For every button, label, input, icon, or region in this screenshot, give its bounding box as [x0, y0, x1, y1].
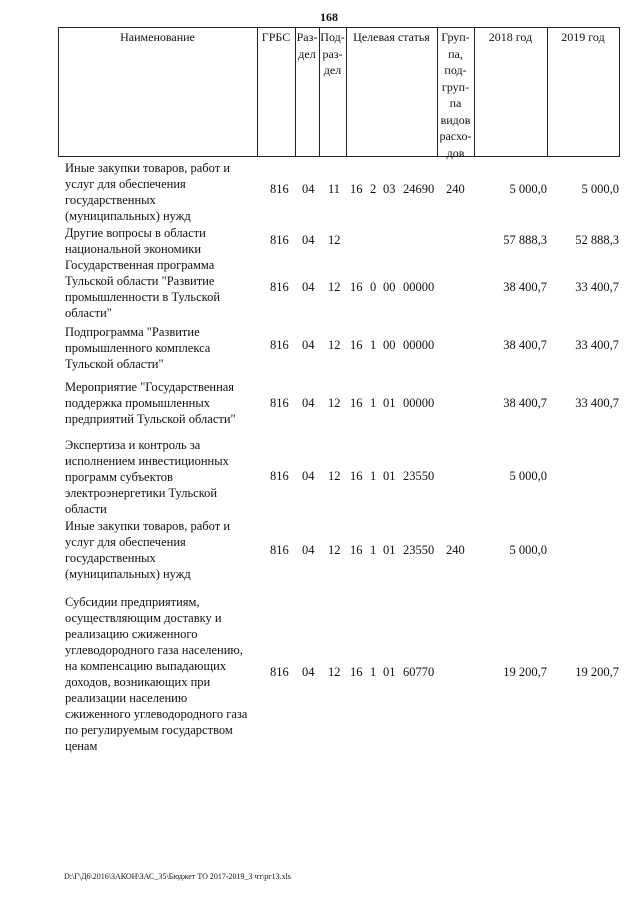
row-podrazdel: 11 — [328, 182, 341, 196]
row-grbs: 816 — [270, 396, 289, 410]
row-podrazdel: 12 — [328, 338, 341, 352]
row-razdel: 04 — [302, 469, 315, 483]
row-cs-program: 16 — [350, 280, 363, 294]
row-cs-direction: 24690 — [403, 182, 435, 196]
row-cs-event: 00 — [383, 338, 396, 352]
row-cs-program: 16 — [350, 469, 363, 483]
row-cs-program: 16 — [350, 182, 363, 196]
row-cs-event: 01 — [383, 543, 396, 557]
row-razdel: 04 — [302, 665, 315, 679]
row-name: Подпрограмма "Развитие промышленного комплекса Тульской области" — [65, 325, 211, 371]
row-cs-event: 00 — [383, 280, 396, 294]
header-name: Наименование — [120, 30, 195, 44]
row-cs-direction: 00000 — [403, 338, 435, 352]
row-cs-subprogram: 1 — [370, 338, 377, 352]
row-amount-2018: 38 400,7 — [503, 396, 547, 410]
row-name: Другие вопросы в области национальной экономики — [65, 226, 206, 256]
row-podrazdel: 12 — [328, 280, 341, 294]
row-cs-event: 01 — [383, 665, 396, 679]
row-name: Мероприятие "Государственная поддержка промышленных предприятий Тульской области" — [65, 380, 236, 426]
row-cs-event: 01 — [383, 396, 396, 410]
row-amount-2019: 52 888,3 — [575, 233, 619, 247]
header-grbs: ГРБС — [261, 30, 291, 44]
row-cs-direction: 60770 — [403, 665, 435, 679]
footer-file-path: D:\Г\Д6\2016\ЗАКОН\ЗАС_35\Бюджет ТО 2017-2019_3 чт\рг13.xls — [64, 872, 291, 881]
row-amount-2018: 5 000,0 — [509, 182, 547, 196]
row-cs-direction: 23550 — [403, 469, 435, 483]
row-grbs: 816 — [270, 469, 289, 483]
row-amount-2019: 19 200,7 — [575, 665, 619, 679]
row-grbs: 816 — [270, 543, 289, 557]
table-row — [0, 437, 640, 517]
row-amount-2018: 5 000,0 — [509, 469, 547, 483]
row-amount-2019: 33 400,7 — [575, 338, 619, 352]
row-razdel: 04 — [302, 543, 315, 557]
row-amount-2018: 38 400,7 — [503, 338, 547, 352]
row-cs-program: 16 — [350, 665, 363, 679]
row-grbs: 816 — [270, 280, 289, 294]
row-name: Государственная программа Тульской области "Развитие промышленности в Тульской области" — [65, 258, 221, 320]
row-expense-group: 240 — [446, 543, 465, 557]
header-podrazdel: Под- раз- дел — [320, 30, 345, 77]
table-row — [0, 518, 640, 582]
row-podrazdel: 12 — [328, 469, 341, 483]
row-razdel: 04 — [302, 233, 315, 247]
row-razdel: 04 — [302, 338, 315, 352]
row-cs-subprogram: 2 — [370, 182, 377, 196]
table-row — [0, 324, 640, 372]
row-cs-event: 01 — [383, 469, 396, 483]
row-amount-2019: 5 000,0 — [581, 182, 619, 196]
table-row — [0, 594, 640, 754]
row-grbs: 816 — [270, 233, 289, 247]
row-amount-2018: 57 888,3 — [503, 233, 547, 247]
table-header — [58, 27, 620, 160]
header-year-2018: 2018 год — [488, 30, 533, 44]
row-podrazdel: 12 — [328, 233, 341, 247]
page-number: 168 — [320, 10, 338, 24]
row-cs-direction: 00000 — [403, 396, 435, 410]
row-name: Иные закупки товаров, работ и услуг для обеспечения государственных (муниципальных) нужд — [65, 519, 231, 581]
row-razdel: 04 — [302, 280, 315, 294]
row-cs-subprogram: 1 — [370, 469, 377, 483]
row-cs-program: 16 — [350, 543, 363, 557]
row-name: Субсидии предприятиям, осуществляющим доставку и реализацию сжиженного углеводородного газа населению, на компенсацию выпадающих доходов, возникающих при реализации населению сжиженного углеводородного газа по регулируемым государством ценам — [65, 595, 248, 753]
row-amount-2018: 38 400,7 — [503, 280, 547, 294]
header-expense-group: Груп- па, под- груп- па видов расхо- дов — [439, 30, 472, 160]
row-razdel: 04 — [302, 182, 315, 196]
row-grbs: 816 — [270, 338, 289, 352]
table-row — [0, 160, 640, 224]
row-cs-subprogram: 1 — [370, 543, 377, 557]
row-cs-direction: 23550 — [403, 543, 435, 557]
row-name: Экспертиза и контроль за исполнением инвестиционных программ субъектов электроэнергетики Тульской области — [65, 438, 229, 516]
header-year-2019: 2019 год — [561, 30, 605, 44]
row-name: Иные закупки товаров, работ и услуг для обеспечения государственных (муниципальных) нужд — [65, 161, 231, 223]
row-cs-program: 16 — [350, 396, 363, 410]
row-razdel: 04 — [302, 396, 315, 410]
row-grbs: 816 — [270, 665, 289, 679]
row-podrazdel: 12 — [328, 665, 341, 679]
row-grbs: 816 — [270, 182, 289, 196]
row-cs-event: 03 — [383, 182, 396, 196]
row-cs-program: 16 — [350, 338, 363, 352]
row-amount-2019: 33 400,7 — [575, 280, 619, 294]
table-row — [0, 379, 640, 427]
row-cs-subprogram: 1 — [370, 665, 377, 679]
row-podrazdel: 12 — [328, 543, 341, 557]
row-cs-subprogram: 0 — [370, 280, 377, 294]
row-amount-2018: 19 200,7 — [503, 665, 547, 679]
row-amount-2019: 33 400,7 — [575, 396, 619, 410]
table-row — [0, 225, 640, 257]
row-amount-2018: 5 000,0 — [509, 543, 547, 557]
table-row — [0, 257, 640, 321]
header-target-article: Целевая статья — [353, 30, 430, 44]
row-podrazdel: 12 — [328, 396, 341, 410]
row-cs-subprogram: 1 — [370, 396, 377, 410]
header-razdel: Раз- дел — [296, 30, 318, 61]
row-expense-group: 240 — [446, 182, 465, 196]
row-cs-direction: 00000 — [403, 280, 435, 294]
